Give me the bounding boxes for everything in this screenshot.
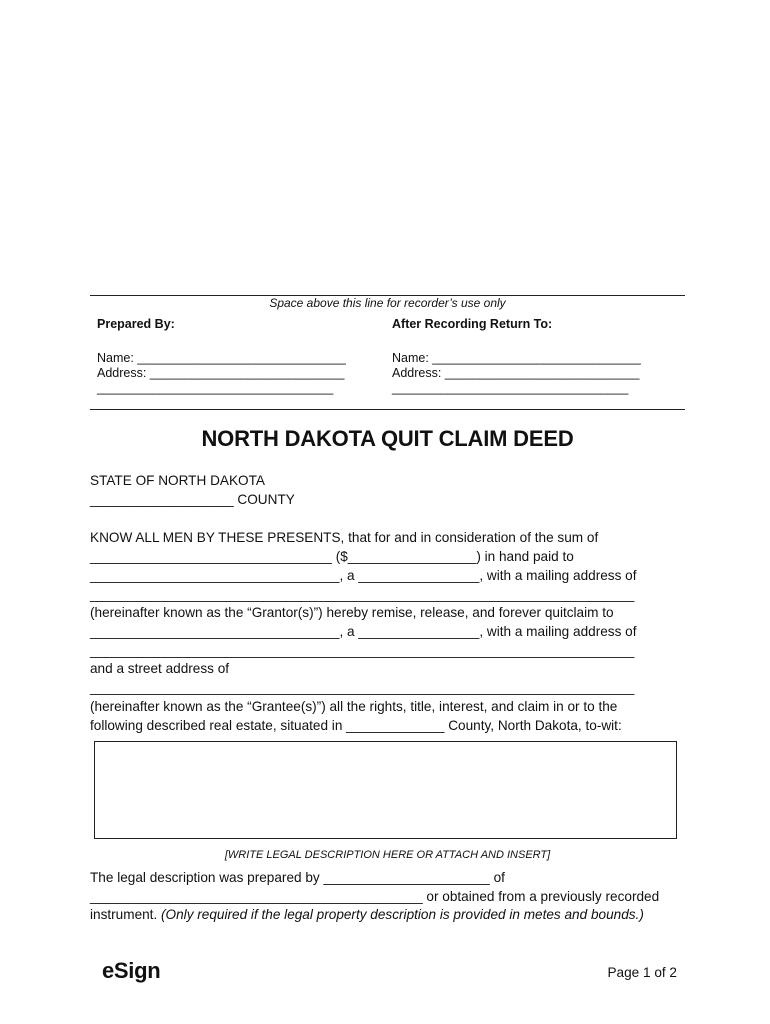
- prepared-by-address-field[interactable]: Address: ____________________________: [97, 366, 345, 380]
- body-line: (hereinafter known as the “Grantor(s)”) hereby remise, release, and forever quitclaim to: [90, 605, 614, 620]
- recorder-note: Space above this line for recorder’s use only: [269, 296, 506, 310]
- recorder-bottom-rule: [90, 409, 685, 410]
- consideration-field[interactable]: ________________________________ ($_________________) in hand paid to: [90, 549, 574, 564]
- grantee-mailing-address-field[interactable]: ________________________________________________________________________: [90, 643, 635, 658]
- grantee-field[interactable]: _________________________________, a ________________, with a mailing address of: [90, 624, 637, 639]
- document-title: NORTH DAKOTA QUIT CLAIM DEED: [201, 426, 574, 451]
- county-situated-field[interactable]: following described real estate, situated in _____________ County, North Dakota, to-wit:: [90, 718, 622, 733]
- return-to-address-line2-field[interactable]: __________________________________: [392, 381, 629, 395]
- return-to-address-field[interactable]: Address: ____________________________: [392, 366, 640, 380]
- metes-bounds-note: (Only required if the legal property description is provided in metes and bounds.): [161, 907, 644, 922]
- legal-prepared-by-field[interactable]: The legal description was prepared by ______________________ of: [90, 870, 505, 885]
- esign-logo: eSign: [102, 958, 161, 983]
- legal-description-box[interactable]: [94, 741, 677, 839]
- state-line: STATE OF NORTH DAKOTA: [90, 473, 265, 488]
- return-to-label: After Recording Return To:: [392, 317, 553, 331]
- prepared-by-name-field[interactable]: Name: ______________________________: [97, 351, 346, 365]
- county-field[interactable]: ___________________ COUNTY: [90, 492, 295, 507]
- body-line: (hereinafter known as the “Grantee(s)”) all the rights, title, interest, and claim in or to the: [90, 699, 618, 714]
- instrument-label: instrument.: [90, 907, 162, 922]
- return-to-name-field[interactable]: Name: ______________________________: [392, 351, 641, 365]
- body-line: KNOW ALL MEN BY THESE PRESENTS, that for and in consideration of the sum of: [90, 530, 599, 545]
- prepared-by-label: Prepared By:: [97, 317, 175, 331]
- instrument-note: [90, 907, 644, 922]
- legal-description-caption: [WRITE LEGAL DESCRIPTION HERE OR ATTACH AND INSERT]: [224, 849, 551, 861]
- body-line: and a street address of: [90, 661, 230, 676]
- page-number: Page 1 of 2: [607, 965, 677, 980]
- grantor-field[interactable]: _________________________________, a ________________, with a mailing address of: [90, 568, 637, 583]
- grantor-address-field[interactable]: ________________________________________________________________________: [90, 587, 635, 602]
- legal-prepared-of-field[interactable]: ____________________________________________ or obtained from a previously recorded: [90, 889, 660, 904]
- grantee-street-address-field[interactable]: ________________________________________________________________________: [90, 680, 635, 695]
- prepared-by-address-line2-field[interactable]: __________________________________: [97, 381, 334, 395]
